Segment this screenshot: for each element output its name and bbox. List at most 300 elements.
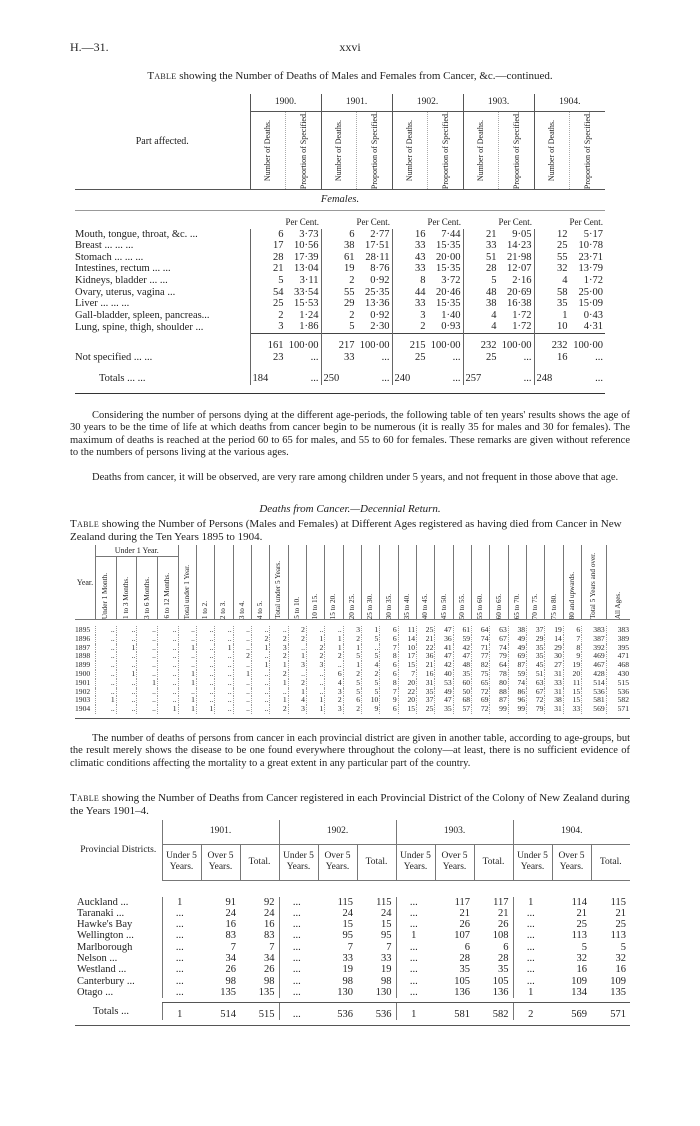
age-group-header xyxy=(545,545,563,620)
deaths-cell: 25 xyxy=(534,240,570,252)
year-row xyxy=(75,635,630,644)
count-cell: 571 xyxy=(606,705,630,714)
count-cell: 6 xyxy=(380,661,398,670)
deaths-cell: 61 xyxy=(321,252,357,264)
count-cell: 581 xyxy=(582,696,607,705)
count-cell: 68 xyxy=(453,696,471,705)
district-name: Hawke's Bay xyxy=(77,919,133,931)
count-cell: 57 xyxy=(453,705,471,714)
age-group-header xyxy=(435,545,453,620)
count-cell: 5 xyxy=(362,688,380,697)
proportion-cell: 1·86 xyxy=(299,321,319,333)
count-cell: 20 xyxy=(563,670,581,679)
count-cell: ... xyxy=(279,919,318,930)
count-cell: .. xyxy=(157,696,178,705)
count-cell: 115 xyxy=(376,896,392,908)
count-cell: .. xyxy=(233,635,251,644)
count-cell: .. xyxy=(196,670,214,679)
age-group-header xyxy=(398,545,416,620)
count-cell: 5 xyxy=(343,652,361,661)
count-cell: 6 xyxy=(380,626,398,635)
header-text: 10 to 15. xyxy=(311,593,320,619)
count-cell: 5 xyxy=(620,941,626,953)
specified-total-cell: 215 xyxy=(392,334,428,352)
count-cell: 6 xyxy=(380,670,398,679)
count-cell: ... xyxy=(162,953,201,964)
header-text: 1 to 2. xyxy=(201,600,210,619)
count-cell: .. xyxy=(325,661,343,670)
header-text: 15 to 20. xyxy=(329,593,338,619)
count-cell: .. xyxy=(251,652,269,661)
year-row xyxy=(75,644,630,653)
count-cell: 98 xyxy=(381,975,392,987)
count-cell: 3 xyxy=(343,626,361,635)
number-of-deaths-header xyxy=(534,112,570,190)
count-cell: 2 xyxy=(343,635,361,644)
deaths-cell: 28 xyxy=(250,252,286,264)
count-cell: 6 xyxy=(380,705,398,714)
totals-cell: 257 xyxy=(463,363,499,385)
count-cell: 2 xyxy=(270,670,288,679)
count-cell: ... xyxy=(513,976,552,987)
count-cell: 6 xyxy=(380,635,398,644)
proportion-header xyxy=(428,112,464,190)
count-cell: 33 xyxy=(545,679,563,688)
district-name: Taranaki ... xyxy=(77,907,125,919)
count-cell: .. xyxy=(196,652,214,661)
count-cell: 25 xyxy=(576,919,587,931)
count-cell: 5 xyxy=(343,688,361,697)
count-cell: ... xyxy=(396,942,435,953)
count-cell: 32 xyxy=(576,952,587,964)
district-name: Otago ... xyxy=(77,986,114,998)
age-group-header xyxy=(196,545,214,620)
specified-total-cell: 232 xyxy=(463,334,499,352)
proportion-header xyxy=(286,112,322,190)
count-cell: 33 xyxy=(563,705,581,714)
count-cell: 15 xyxy=(563,696,581,705)
deaths-cell: 25 xyxy=(250,298,286,310)
count-cell: 29 xyxy=(545,644,563,653)
count-cell: .. xyxy=(196,661,214,670)
count-cell: ... xyxy=(396,987,435,998)
count-cell: 7 xyxy=(380,688,398,697)
count-cell: 107 xyxy=(454,930,470,942)
row-label: Mouth, tongue, throat, &c. ... xyxy=(75,228,198,240)
count-cell: 515 xyxy=(240,1003,279,1021)
count-cell: .. xyxy=(251,696,269,705)
count-cell: 109 xyxy=(610,975,626,987)
proportion-cell: ... xyxy=(595,351,603,363)
count-cell: 91 xyxy=(225,896,236,908)
row-label: Kidneys, bladder ... ... xyxy=(75,275,168,287)
header-text: 1 to 3 Months. xyxy=(121,577,130,619)
deaths-cell: 8 xyxy=(392,275,428,287)
count-cell: 114 xyxy=(571,896,587,908)
count-cell: 16 xyxy=(264,919,275,931)
count-cell: .. xyxy=(196,644,214,653)
count-cell: 6 xyxy=(503,941,509,953)
count-cell: 98 xyxy=(342,975,353,987)
district-row xyxy=(75,908,630,919)
district-name: Wellington ... xyxy=(77,930,134,942)
count-cell: 5 xyxy=(343,679,361,688)
count-cell: 40 xyxy=(435,670,453,679)
count-cell: ... xyxy=(513,919,552,930)
count-cell: 24 xyxy=(264,907,275,919)
totals-cell: 240 xyxy=(392,363,428,385)
count-cell: .. xyxy=(96,705,117,714)
deaths-cell: 54 xyxy=(250,287,286,299)
count-cell: .. xyxy=(178,635,196,644)
count-cell: 135 xyxy=(258,986,275,998)
header-text: 25 to 30. xyxy=(366,593,375,619)
header-text: 30 to 35. xyxy=(384,593,393,619)
deaths-cell: 19 xyxy=(321,263,357,275)
count-cell: 21 xyxy=(498,907,509,919)
count-cell: .. xyxy=(137,652,158,661)
count-cell: .. xyxy=(96,626,117,635)
count-cell: .. xyxy=(157,688,178,697)
age-group-header xyxy=(215,545,233,620)
count-cell: .. xyxy=(215,705,233,714)
count-cell: 1 xyxy=(196,705,214,714)
paragraph: Considering the number of persons dying at the different age-periods, the following table of ten years' results shows the age of 30 years to be the time of life at which deaths from cancer begin to be numerous (it is really 35 for males and 30 for females). The maximum of deaths is reached at the period 60 to 65 for males, and 55 to 60 for females. These remarks are given without reference to the numbers of persons living at the various ages. xyxy=(70,410,630,458)
count-cell: 2 xyxy=(343,670,361,679)
count-cell: ... xyxy=(279,976,318,987)
deaths-cell: 4 xyxy=(463,310,499,322)
sub-header: Total. xyxy=(591,844,630,880)
proportion-cell: ... xyxy=(523,351,532,363)
deaths-cell: 33 xyxy=(392,263,428,275)
specified-total-cell: 161 xyxy=(250,334,286,352)
count-cell: 14 xyxy=(545,635,563,644)
count-cell: 5 xyxy=(362,679,380,688)
count-cell: ... xyxy=(279,942,318,953)
deaths-cell: 51 xyxy=(463,252,499,264)
under-one-year-header: Under 1 Year. xyxy=(96,545,179,557)
count-cell: .. xyxy=(137,661,158,670)
count-cell: .. xyxy=(116,688,137,697)
sub-header: Over 5 Years. xyxy=(435,844,474,880)
count-cell: 67 xyxy=(527,688,545,697)
district-row xyxy=(75,897,630,908)
count-cell: 99 xyxy=(508,705,526,714)
proportion-header xyxy=(357,112,393,190)
proportion-cell: 1·72 xyxy=(512,309,532,321)
count-cell: 4 xyxy=(362,661,380,670)
count-cell: 37 xyxy=(417,696,435,705)
row-label: Gall-bladder, spleen, pancreas... xyxy=(75,309,210,321)
count-cell: 536 xyxy=(606,688,630,697)
count-cell: 47 xyxy=(435,652,453,661)
count-cell: ... xyxy=(162,930,201,941)
count-cell: 514 xyxy=(201,1003,240,1021)
proportion-cell: 7·44 xyxy=(441,228,461,240)
district-name: Canterbury ... xyxy=(77,975,135,987)
year-header: 1901. xyxy=(162,820,279,844)
count-cell: ... xyxy=(279,953,318,964)
count-cell: 35 xyxy=(417,688,435,697)
count-cell: 87 xyxy=(508,661,526,670)
count-cell: 36 xyxy=(417,652,435,661)
count-cell: ... xyxy=(513,942,552,953)
year-row xyxy=(75,626,630,635)
count-cell: 9 xyxy=(563,652,581,661)
count-cell: 2 xyxy=(270,705,288,714)
sub-header: Under 5 Years. xyxy=(396,844,435,880)
count-cell: 1 xyxy=(325,644,343,653)
district-row xyxy=(75,919,630,930)
count-cell: ... xyxy=(279,964,318,975)
row-label: Ovary, uterus, vagina ... xyxy=(75,286,176,298)
age-group-header xyxy=(380,545,398,620)
count-cell: 536 xyxy=(357,1003,396,1021)
proportion-cell: 20·69 xyxy=(507,286,532,298)
count-cell: 389 xyxy=(606,635,630,644)
count-cell: 428 xyxy=(582,670,607,679)
number-of-deaths-header xyxy=(392,112,428,190)
deaths-cell: 2 xyxy=(250,310,286,322)
deaths-cell: 55 xyxy=(534,252,570,264)
count-cell: 1 xyxy=(343,644,361,653)
count-cell: 38 xyxy=(508,626,526,635)
count-cell: 4 xyxy=(288,696,306,705)
count-cell: 63 xyxy=(527,679,545,688)
count-cell: .. xyxy=(157,670,178,679)
count-cell: 3 xyxy=(325,688,343,697)
specified-total-cell: 100·00 xyxy=(428,334,464,352)
count-cell: 48 xyxy=(453,661,471,670)
count-cell: 24 xyxy=(225,907,236,919)
count-cell: 1 xyxy=(396,1003,435,1021)
count-cell: 1 xyxy=(270,679,288,688)
count-cell: 19 xyxy=(342,964,353,976)
count-cell: .. xyxy=(96,635,117,644)
count-cell: 113 xyxy=(571,930,587,942)
proportion-cell: 13·79 xyxy=(578,263,603,275)
count-cell: 35 xyxy=(498,964,509,976)
header-text: 6 to 12 Months. xyxy=(163,573,172,619)
count-cell: .. xyxy=(306,688,324,697)
count-cell: 78 xyxy=(490,670,508,679)
count-cell: 6 xyxy=(325,670,343,679)
count-cell: .. xyxy=(325,626,343,635)
header-text: 60 to 65. xyxy=(494,593,503,619)
section-subtitle: Deaths from Cancer.—Decennial Return. xyxy=(259,503,441,515)
count-cell: 71 xyxy=(472,644,490,653)
totals-cell: ... xyxy=(310,373,319,385)
proportion-cell: ... xyxy=(310,351,319,363)
page-number: xxvi xyxy=(339,40,361,54)
deaths-cell: 28 xyxy=(463,263,499,275)
deaths-cell: 23 xyxy=(250,352,286,364)
proportion-cell: 28·11 xyxy=(365,251,390,263)
year-header: 1901. xyxy=(321,94,392,112)
age-group-header xyxy=(96,557,117,620)
proportion-cell: 9·05 xyxy=(512,228,532,240)
count-cell: .. xyxy=(233,679,251,688)
count-cell: .. xyxy=(116,661,137,670)
count-cell: 59 xyxy=(453,635,471,644)
year-header: 1903. xyxy=(463,94,534,112)
count-cell: 1 xyxy=(325,635,343,644)
proportion-cell: 25·35 xyxy=(365,286,390,298)
count-cell: 105 xyxy=(492,975,509,987)
count-cell: .. xyxy=(306,670,324,679)
count-cell: 2 xyxy=(306,644,324,653)
count-cell: 20 xyxy=(398,696,416,705)
deaths-cell: 16 xyxy=(392,229,428,241)
count-cell: 136 xyxy=(454,986,470,998)
year-row xyxy=(75,688,630,697)
count-cell: 26 xyxy=(498,919,509,931)
count-cell: 22 xyxy=(398,688,416,697)
count-cell: 16 xyxy=(615,964,626,976)
proportion-cell: 17·39 xyxy=(294,251,319,263)
count-cell: ... xyxy=(513,964,552,975)
count-cell: .. xyxy=(137,635,158,644)
totals-cell: ... xyxy=(452,373,461,385)
count-cell: 42 xyxy=(435,661,453,670)
provincial-district-table xyxy=(75,820,630,1026)
row-label: Breast ... ... ... xyxy=(75,240,134,252)
age-group-header xyxy=(490,545,508,620)
count-cell: 430 xyxy=(606,670,630,679)
count-cell: 51 xyxy=(527,670,545,679)
count-cell: 7 xyxy=(347,941,353,953)
count-cell: 113 xyxy=(610,930,626,942)
count-cell: 35 xyxy=(527,652,545,661)
proportion-cell: 1·40 xyxy=(441,309,461,321)
sub-header: Over 5 Years. xyxy=(318,844,357,880)
count-cell: 15 xyxy=(563,688,581,697)
count-cell: .. xyxy=(137,626,158,635)
proportion-cell: 20·46 xyxy=(436,286,461,298)
count-cell: .. xyxy=(96,670,117,679)
age-group-header xyxy=(563,545,581,620)
deaths-cell: 2 xyxy=(321,310,357,322)
header-text: Number of Deaths. xyxy=(405,120,415,182)
count-cell: 15 xyxy=(381,919,392,931)
count-cell: .. xyxy=(233,661,251,670)
header-text: 3 to 4. xyxy=(237,600,246,619)
count-cell: 34 xyxy=(225,952,236,964)
count-cell: .. xyxy=(96,652,117,661)
deaths-cell: 48 xyxy=(463,287,499,299)
age-group-header xyxy=(343,545,361,620)
count-cell: 536 xyxy=(582,688,607,697)
count-cell: 1 xyxy=(137,679,158,688)
age-group-header xyxy=(251,545,269,620)
count-cell: .. xyxy=(116,679,137,688)
count-cell: 1 xyxy=(178,696,196,705)
count-cell: 53 xyxy=(435,679,453,688)
year-cell: 1900 xyxy=(75,668,91,678)
count-cell: 2 xyxy=(288,679,306,688)
count-cell: 77 xyxy=(472,652,490,661)
count-cell: 17 xyxy=(398,652,416,661)
proportion-cell: 13·36 xyxy=(365,298,390,310)
proportion-cell: 33·54 xyxy=(294,286,319,298)
count-cell: 395 xyxy=(606,644,630,653)
count-cell: .. xyxy=(116,705,137,714)
count-cell: 3 xyxy=(270,644,288,653)
count-cell: 115 xyxy=(610,896,626,908)
count-cell: 108 xyxy=(492,930,509,942)
count-cell: .. xyxy=(137,688,158,697)
count-cell: 26 xyxy=(264,964,275,976)
year-cell: 1901 xyxy=(75,677,91,687)
district-name: Auckland ... xyxy=(77,896,129,908)
count-cell: .. xyxy=(157,635,178,644)
count-cell: ... xyxy=(396,953,435,964)
count-cell: 98 xyxy=(225,975,236,987)
count-cell: 5 xyxy=(581,941,587,953)
proportion-cell: 15·35 xyxy=(436,263,461,275)
data-row xyxy=(75,240,605,252)
count-cell: 63 xyxy=(490,626,508,635)
proportion-cell: 25·00 xyxy=(578,286,603,298)
year-cell: 1903 xyxy=(75,695,91,705)
proportion-cell: 21·98 xyxy=(507,251,532,263)
count-cell: 383 xyxy=(582,626,607,635)
proportion-cell: 15·35 xyxy=(436,240,461,252)
count-cell: 7 xyxy=(230,941,236,953)
count-cell: 1 xyxy=(306,696,324,705)
count-cell: ... xyxy=(279,930,318,941)
count-cell: 582 xyxy=(474,1003,513,1021)
header-text: Number of Deaths. xyxy=(476,120,486,182)
count-cell: 1 xyxy=(513,897,552,908)
report-reference: H.—31. xyxy=(70,40,109,54)
count-cell: 22 xyxy=(417,644,435,653)
year-row xyxy=(75,696,630,705)
count-cell: 19 xyxy=(545,626,563,635)
proportion-cell: 3·72 xyxy=(441,275,461,287)
count-cell: 2 xyxy=(270,652,288,661)
deaths-cell: 3 xyxy=(250,321,286,333)
count-cell: 61 xyxy=(453,626,471,635)
count-cell: .. xyxy=(251,679,269,688)
per-cent-label: Per Cent. xyxy=(427,217,461,228)
districts-header: Provincial Districts. xyxy=(80,844,157,855)
count-cell: ... xyxy=(513,953,552,964)
deaths-cell: 25 xyxy=(463,352,499,364)
count-cell: ... xyxy=(162,964,201,975)
count-cell: 2 xyxy=(362,670,380,679)
district-row xyxy=(75,987,630,998)
count-cell: 24 xyxy=(342,907,353,919)
age-group-header xyxy=(157,557,178,620)
header-text: 4 to 5. xyxy=(256,600,265,619)
header-text: 5 to 10. xyxy=(292,597,301,619)
deaths-cell: 33 xyxy=(392,240,428,252)
count-cell: 34 xyxy=(264,952,275,964)
age-group-header xyxy=(472,545,490,620)
count-cell: 25 xyxy=(417,705,435,714)
data-row xyxy=(75,229,605,241)
deaths-cell: 5 xyxy=(250,275,286,287)
count-cell: 115 xyxy=(337,896,353,908)
totals-label: Totals ... ... xyxy=(99,373,146,385)
specified-total-cell: 100·00 xyxy=(286,334,322,352)
count-cell: .. xyxy=(215,626,233,635)
count-cell: 38 xyxy=(545,696,563,705)
proportion-cell: 17·51 xyxy=(365,240,390,252)
proportion-cell: 0·92 xyxy=(370,309,390,321)
header-text: 3 to 6 Months. xyxy=(142,577,151,619)
